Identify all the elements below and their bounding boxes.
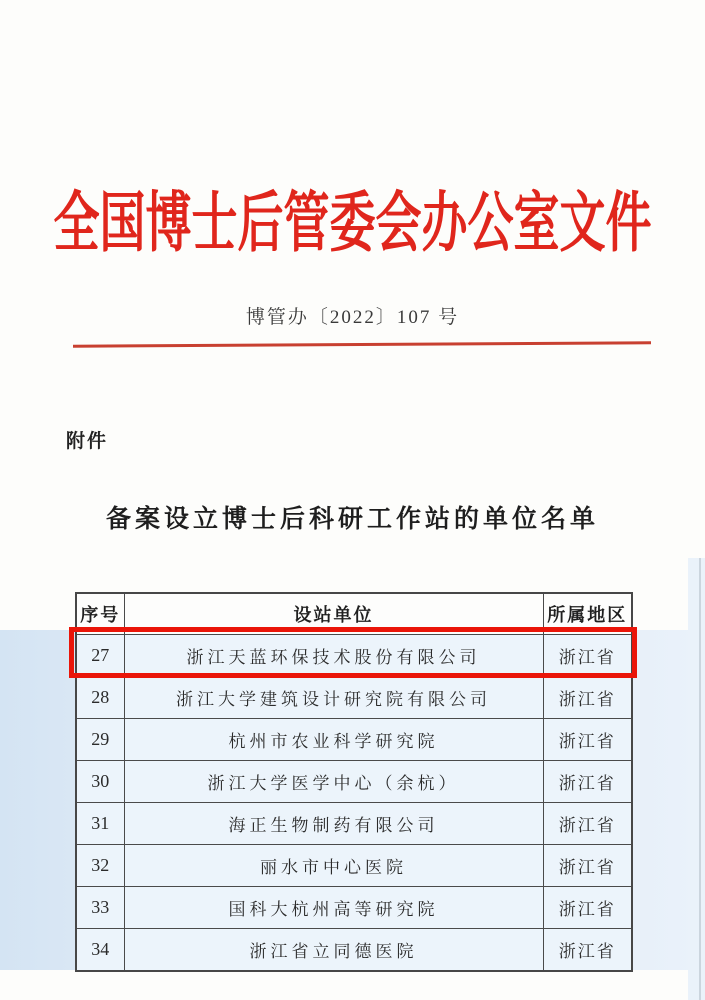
- row-number-cell: 32: [76, 845, 124, 887]
- document-title: 全国博士后管委会办公室文件: [53, 186, 652, 260]
- header-serial-number: 序号: [76, 593, 124, 635]
- unit-name-cell: 杭州市农业科学研究院: [124, 719, 543, 761]
- unit-name-cell: 浙江大学医学中心（余杭）: [124, 761, 543, 803]
- unit-name-cell: 浙江大学建筑设计研究院有限公司: [124, 677, 543, 719]
- header-region: 所属地区: [543, 593, 632, 635]
- table-row: [76, 677, 632, 719]
- table-header-row: [76, 593, 632, 635]
- table-row: [76, 803, 632, 845]
- unit-name-cell: 丽水市中心医院: [124, 845, 543, 887]
- unit-name-cell: 海正生物制药有限公司: [124, 803, 543, 845]
- table-row: [76, 929, 632, 972]
- document-number: 博管办〔2022〕107 号: [245, 307, 460, 328]
- row-number-cell: 28: [76, 677, 124, 719]
- red-separator-line: [73, 341, 651, 348]
- units-table: [75, 592, 633, 972]
- scan-right-strip: [688, 558, 705, 1000]
- unit-name-cell: 浙江省立同德医院: [124, 929, 543, 972]
- attachment-label: 附件: [66, 431, 109, 452]
- region-cell: 浙江省: [543, 761, 632, 803]
- region-cell: 浙江省: [543, 635, 632, 677]
- region-cell: 浙江省: [543, 803, 632, 845]
- region-cell: 浙江省: [543, 677, 632, 719]
- table-row: [76, 887, 632, 929]
- row-number-cell: 34: [76, 929, 124, 972]
- unit-name-cell: 浙江天蓝环保技术股份有限公司: [124, 635, 543, 677]
- region-cell: 浙江省: [543, 887, 632, 929]
- scan-edge-line: [699, 558, 701, 1000]
- region-cell: 浙江省: [543, 845, 632, 887]
- row-number-cell: 27: [76, 635, 124, 677]
- region-cell: 浙江省: [543, 929, 632, 972]
- header-unit-name: 设站单位: [124, 593, 543, 635]
- region-cell: 浙江省: [543, 719, 632, 761]
- row-number-cell: 31: [76, 803, 124, 845]
- table-row: [76, 845, 632, 887]
- row-number-cell: 29: [76, 719, 124, 761]
- table-row: [76, 761, 632, 803]
- row-number-cell: 33: [76, 887, 124, 929]
- unit-name-cell: 国科大杭州高等研究院: [124, 887, 543, 929]
- row-number-cell: 30: [76, 761, 124, 803]
- section-title: 备案设立博士后科研工作站的单位名单: [105, 505, 599, 533]
- table-row: [76, 635, 632, 677]
- table-row: [76, 719, 632, 761]
